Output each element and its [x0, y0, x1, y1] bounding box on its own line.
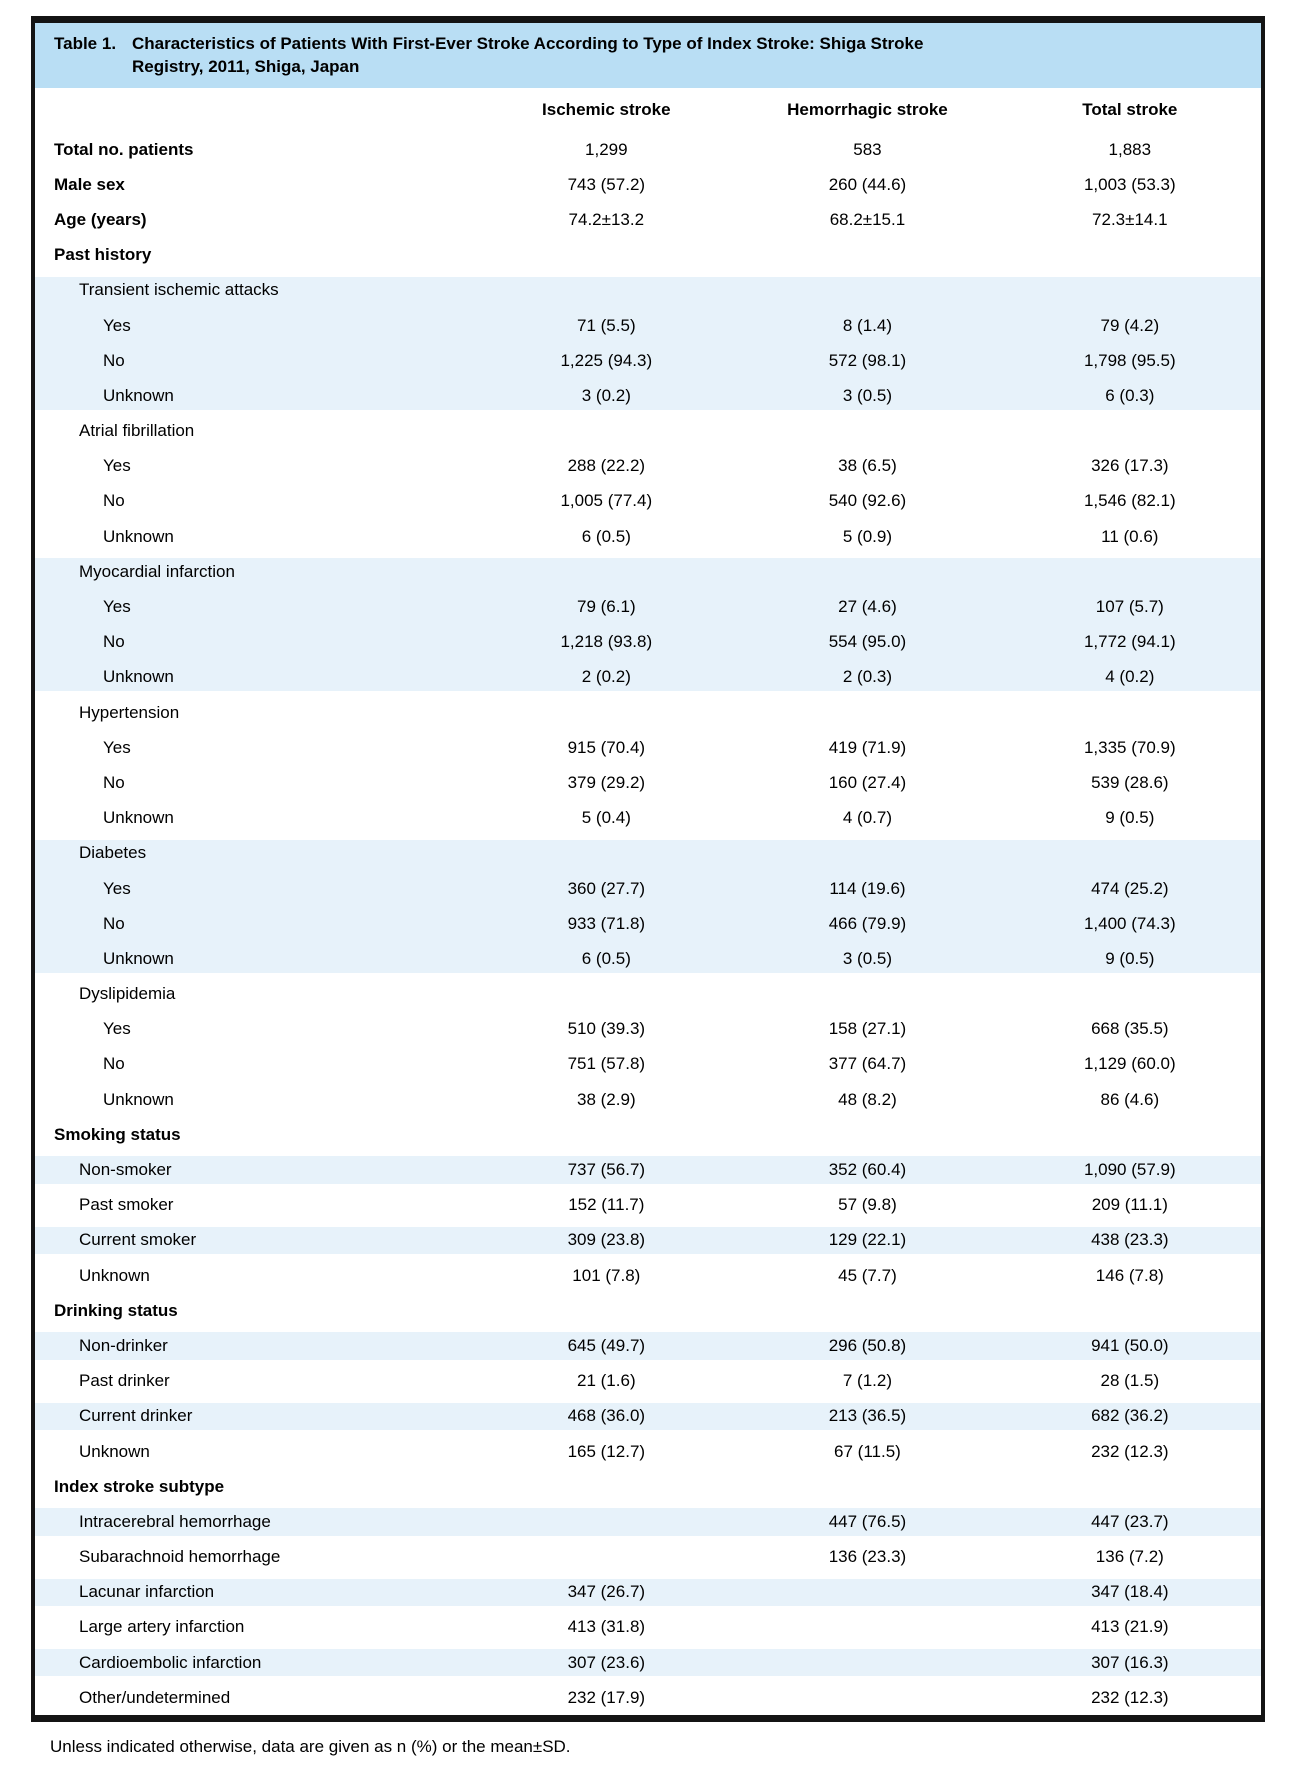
row-label: Transient ischemic attacks — [35, 273, 476, 308]
cell-ischemic: 751 (57.8) — [567, 1054, 646, 1074]
table-title-line2: Registry, 2011, Shiga, Japan — [132, 57, 360, 76]
cell-hemorrhagic: 48 (8.2) — [838, 1089, 897, 1109]
cell-total: 413 (21.9) — [1091, 1617, 1169, 1637]
cell-ischemic: 1,218 (93.8) — [476, 625, 736, 660]
cell-hemorrhagic: 67 (11.5) — [834, 1441, 901, 1461]
table-row — [35, 519, 1261, 554]
cell-hemorrhagic: 4 (0.7) — [842, 808, 893, 828]
row-label: Unknown — [79, 1265, 150, 1285]
cell-total: 11 (0.6) — [1101, 526, 1159, 546]
table-title — [132, 32, 923, 78]
cell-total — [999, 1293, 1261, 1328]
table-row — [35, 801, 1261, 836]
cell-ischemic: 1,005 (77.4) — [560, 491, 653, 511]
cell-total: 668 (35.5) — [1091, 1019, 1169, 1039]
table-row — [35, 1152, 1261, 1187]
row-label: Subarachnoid hemorrhage — [79, 1547, 281, 1567]
cell-hemorrhagic: 158 (27.1) — [828, 1019, 907, 1039]
cell-ischemic: 3 (0.2) — [476, 378, 736, 413]
cell-total: 447 (23.7) — [999, 1504, 1261, 1539]
table-body — [35, 132, 1261, 1715]
table-row — [35, 484, 1261, 519]
cell-ischemic: 2 (0.2) — [476, 660, 736, 695]
table-row — [35, 1610, 1261, 1645]
table-row — [35, 308, 1261, 343]
cell-hemorrhagic: 160 (27.4) — [828, 772, 907, 792]
cell-hemorrhagic: 27 (4.6) — [736, 589, 998, 624]
table-row — [35, 1047, 1261, 1082]
table-row — [35, 1012, 1261, 1047]
row-label: Intracerebral hemorrhage — [35, 1504, 476, 1539]
table-row — [35, 1504, 1261, 1539]
cell-hemorrhagic — [736, 554, 998, 589]
table-row — [35, 730, 1261, 765]
table-row — [35, 1188, 1261, 1223]
cell-total — [999, 238, 1261, 273]
table-number: Table 1. — [54, 34, 117, 53]
cell-total — [999, 273, 1261, 308]
table-row — [35, 414, 1261, 449]
row-label: Non-smoker — [35, 1152, 476, 1187]
cell-hemorrhagic: 114 (19.6) — [736, 871, 998, 906]
cell-total: 4 (0.2) — [999, 660, 1261, 695]
cell-total: 86 (4.6) — [1100, 1089, 1160, 1109]
cell-total: 136 (7.2) — [1095, 1547, 1164, 1567]
cell-total: 1,798 (95.5) — [999, 343, 1261, 378]
cell-ischemic: 1,299 — [585, 139, 628, 159]
table-row — [35, 660, 1261, 695]
row-label: Past smoker — [79, 1195, 174, 1215]
table-row — [35, 554, 1261, 589]
row-label: Yes — [103, 737, 131, 757]
row-label: Myocardial infarction — [35, 554, 476, 589]
column-header-hemorrhagic: Hemorrhagic stroke — [787, 100, 948, 119]
cell-total: 326 (17.3) — [1091, 456, 1169, 476]
table-row — [35, 132, 1261, 167]
cell-hemorrhagic — [736, 414, 998, 449]
row-label: Past drinker — [79, 1371, 170, 1391]
row-label: Cardioembolic infarction — [35, 1645, 476, 1680]
table-row — [35, 273, 1261, 308]
cell-ischemic — [476, 238, 736, 273]
table-row — [35, 238, 1261, 273]
table-row — [35, 1540, 1261, 1575]
cell-hemorrhagic: 583 — [853, 139, 882, 159]
table-row — [35, 977, 1261, 1012]
cell-total: 232 (12.3) — [1091, 1441, 1169, 1461]
cell-hemorrhagic — [736, 1117, 998, 1152]
row-label: Hypertension — [79, 702, 180, 722]
column-header-total: Total stroke — [1082, 100, 1178, 119]
cell-ischemic — [476, 1504, 736, 1539]
table-row — [35, 1645, 1261, 1680]
cell-hemorrhagic: 540 (92.6) — [828, 491, 907, 511]
table-row — [35, 1469, 1261, 1504]
row-label: No — [35, 625, 476, 660]
cell-total: 9 (0.5) — [999, 941, 1261, 976]
cell-total: 1,129 (60.0) — [1083, 1054, 1176, 1074]
cell-total — [999, 414, 1261, 449]
row-label: Age (years) — [54, 209, 147, 229]
column-header-ischemic: Ischemic stroke — [542, 100, 671, 119]
cell-ischemic: 347 (26.7) — [476, 1575, 736, 1610]
cell-hemorrhagic: 38 (6.5) — [838, 456, 897, 476]
cell-ischemic — [476, 1469, 736, 1504]
cell-hemorrhagic: 447 (76.5) — [736, 1504, 998, 1539]
cell-total: 539 (28.6) — [1091, 772, 1169, 792]
cell-ischemic: 309 (23.8) — [476, 1223, 736, 1258]
row-label: Yes — [103, 1019, 131, 1039]
cell-total — [999, 1469, 1261, 1504]
cell-ischemic: 1,225 (94.3) — [476, 343, 736, 378]
row-label: Yes — [35, 308, 476, 343]
table-footnote: Unless indicated otherwise, data are given as n (%) or the mean±SD. — [50, 1737, 571, 1756]
cell-total: 1,400 (74.3) — [999, 906, 1261, 941]
cell-ischemic: 21 (1.6) — [577, 1371, 636, 1391]
cell-hemorrhagic: 554 (95.0) — [736, 625, 998, 660]
cell-hemorrhagic — [736, 1645, 998, 1680]
cell-total: 9 (0.5) — [1105, 808, 1155, 828]
table-row — [35, 695, 1261, 730]
cell-total — [999, 554, 1261, 589]
table-row — [35, 625, 1261, 660]
cell-hemorrhagic: 3 (0.5) — [736, 378, 998, 413]
cell-ischemic — [476, 273, 736, 308]
cell-ischemic — [476, 1540, 736, 1575]
row-label: No — [103, 491, 125, 511]
cell-ischemic: 6 (0.5) — [476, 941, 736, 976]
table-row — [35, 906, 1261, 941]
cell-ischemic: 6 (0.5) — [581, 526, 631, 546]
cell-hemorrhagic: 3 (0.5) — [736, 941, 998, 976]
cell-hemorrhagic — [736, 977, 998, 1012]
row-label: Unknown — [35, 378, 476, 413]
cell-ischemic — [476, 695, 736, 730]
cell-hemorrhagic: 466 (79.9) — [736, 906, 998, 941]
row-label: Past history — [54, 245, 152, 265]
cell-hemorrhagic: 572 (98.1) — [736, 343, 998, 378]
cell-ischemic: 101 (7.8) — [572, 1265, 641, 1285]
row-label: Yes — [35, 589, 476, 624]
row-label: Total no. patients — [54, 139, 194, 159]
row-label: Drinking status — [54, 1300, 178, 1320]
row-label: Smoking status — [54, 1124, 181, 1144]
cell-hemorrhagic — [736, 273, 998, 308]
cell-total: 1,772 (94.1) — [999, 625, 1261, 660]
cell-hemorrhagic: 136 (23.3) — [828, 1547, 907, 1567]
cell-total: 941 (50.0) — [999, 1328, 1261, 1363]
row-label: Diabetes — [35, 836, 476, 871]
cell-total: 1,335 (70.9) — [1083, 737, 1176, 757]
table-row — [35, 589, 1261, 624]
row-label: No — [103, 772, 125, 792]
characteristics-table — [35, 88, 1261, 1715]
cell-hemorrhagic: 57 (9.8) — [838, 1195, 897, 1215]
table-row — [35, 1680, 1261, 1715]
cell-total: 682 (36.2) — [999, 1399, 1261, 1434]
row-label: Unknown — [103, 808, 174, 828]
cell-total — [999, 836, 1261, 871]
row-label: Unknown — [35, 660, 476, 695]
row-label: Atrial fibrillation — [79, 421, 195, 441]
cell-ischemic: 38 (2.9) — [577, 1089, 636, 1109]
table-row — [35, 1223, 1261, 1258]
cell-hemorrhagic: 7 (1.2) — [842, 1371, 893, 1391]
cell-total: 1,003 (53.3) — [1083, 174, 1176, 194]
cell-hemorrhagic: 213 (36.5) — [736, 1399, 998, 1434]
cell-hemorrhagic — [736, 695, 998, 730]
cell-total — [999, 1117, 1261, 1152]
row-label: Large artery infarction — [79, 1617, 245, 1637]
table-row — [35, 449, 1261, 484]
cell-total: 347 (18.4) — [999, 1575, 1261, 1610]
cell-hemorrhagic — [736, 1469, 998, 1504]
cell-ischemic: 288 (22.2) — [567, 456, 646, 476]
cell-ischemic: 413 (31.8) — [567, 1617, 646, 1637]
row-label: Male sex — [54, 174, 125, 194]
cell-ischemic: 468 (36.0) — [476, 1399, 736, 1434]
cell-total: 6 (0.3) — [999, 378, 1261, 413]
cell-ischemic: 165 (12.7) — [567, 1441, 646, 1461]
row-label: No — [35, 343, 476, 378]
row-label: Other/undetermined — [79, 1687, 231, 1707]
table-row — [35, 1293, 1261, 1328]
cell-ischemic: 510 (39.3) — [567, 1019, 646, 1039]
empty-header-cell — [35, 88, 476, 132]
cell-total: 307 (16.3) — [999, 1645, 1261, 1680]
cell-ischemic: 379 (29.2) — [567, 772, 646, 792]
cell-hemorrhagic: 5 (0.9) — [842, 526, 893, 546]
cell-total: 474 (25.2) — [999, 871, 1261, 906]
table-1-frame — [31, 16, 1265, 1722]
row-label: No — [103, 1054, 125, 1074]
cell-total — [999, 695, 1261, 730]
cell-hemorrhagic — [736, 1293, 998, 1328]
cell-hemorrhagic: 45 (7.7) — [838, 1265, 897, 1285]
cell-ischemic: 71 (5.5) — [476, 308, 736, 343]
cell-ischemic — [476, 1293, 736, 1328]
row-label: Yes — [103, 456, 131, 476]
table-row — [35, 1117, 1261, 1152]
table-row — [35, 941, 1261, 976]
cell-ischemic — [476, 554, 736, 589]
table-row — [35, 1575, 1261, 1610]
cell-hemorrhagic — [736, 1680, 998, 1715]
row-label: Unknown — [35, 941, 476, 976]
cell-total: 1,546 (82.1) — [1083, 491, 1176, 511]
table-row — [35, 378, 1261, 413]
table-row — [35, 1434, 1261, 1469]
cell-total: 107 (5.7) — [999, 589, 1261, 624]
cell-hemorrhagic — [736, 836, 998, 871]
cell-total: 209 (11.1) — [1091, 1195, 1168, 1215]
cell-ischemic: 152 (11.7) — [568, 1195, 645, 1215]
table-row — [35, 1399, 1261, 1434]
cell-ischemic: 79 (6.1) — [476, 589, 736, 624]
table-row — [35, 1328, 1261, 1363]
cell-total: 79 (4.2) — [999, 308, 1261, 343]
row-label: No — [35, 906, 476, 941]
row-label: Non-drinker — [35, 1328, 476, 1363]
table-row — [35, 871, 1261, 906]
cell-ischemic — [476, 414, 736, 449]
row-label: Unknown — [103, 526, 174, 546]
row-label: Yes — [35, 871, 476, 906]
table-row — [35, 836, 1261, 871]
cell-ischemic: 74.2±13.2 — [568, 209, 645, 229]
table-row — [35, 343, 1261, 378]
cell-ischemic: 915 (70.4) — [567, 737, 646, 757]
table-row — [35, 1082, 1261, 1117]
cell-total: 1,883 — [1108, 139, 1152, 159]
cell-ischemic: 933 (71.8) — [476, 906, 736, 941]
cell-total — [999, 977, 1261, 1012]
cell-hemorrhagic: 296 (50.8) — [736, 1328, 998, 1363]
table-row — [35, 1258, 1261, 1293]
row-label: Unknown — [103, 1089, 174, 1109]
row-label: Current drinker — [35, 1399, 476, 1434]
cell-hemorrhagic: 260 (44.6) — [828, 174, 907, 194]
row-label: Dyslipidemia — [79, 984, 176, 1004]
cell-ischemic — [476, 836, 736, 871]
cell-ischemic — [476, 977, 736, 1012]
cell-ischemic: 307 (23.6) — [476, 1645, 736, 1680]
row-label: Lacunar infarction — [35, 1575, 476, 1610]
cell-total: 1,090 (57.9) — [999, 1152, 1261, 1187]
table-row — [35, 202, 1261, 237]
cell-hemorrhagic — [736, 1610, 998, 1645]
table-title-line1: Characteristics of Patients With First-Ever Stroke According to Type of Index Stroke: Shiga Stroke — [132, 34, 924, 53]
cell-hemorrhagic: 377 (64.7) — [828, 1054, 907, 1074]
cell-hemorrhagic — [736, 238, 998, 273]
column-header-row — [35, 88, 1261, 132]
cell-total: 28 (1.5) — [1100, 1371, 1160, 1391]
cell-ischemic: 5 (0.4) — [581, 808, 631, 828]
cell-hemorrhagic: 419 (71.9) — [828, 737, 907, 757]
cell-hemorrhagic: 8 (1.4) — [736, 308, 998, 343]
cell-hemorrhagic: 68.2±15.1 — [829, 209, 906, 229]
cell-ischemic: 737 (56.7) — [476, 1152, 736, 1187]
cell-total: 438 (23.3) — [999, 1223, 1261, 1258]
cell-ischemic: 232 (17.9) — [567, 1687, 646, 1707]
cell-hemorrhagic — [736, 1575, 998, 1610]
cell-total: 146 (7.8) — [1095, 1265, 1164, 1285]
cell-ischemic: 645 (49.7) — [476, 1328, 736, 1363]
cell-total: 72.3±14.1 — [1092, 209, 1168, 229]
table-caption — [35, 23, 1261, 88]
cell-ischemic — [476, 1117, 736, 1152]
cell-hemorrhagic: 2 (0.3) — [736, 660, 998, 695]
table-row — [35, 765, 1261, 800]
row-label: Index stroke subtype — [54, 1476, 225, 1496]
cell-hemorrhagic: 352 (60.4) — [736, 1152, 998, 1187]
cell-ischemic: 743 (57.2) — [567, 174, 646, 194]
cell-total: 232 (12.3) — [1091, 1687, 1169, 1707]
cell-ischemic: 360 (27.7) — [476, 871, 736, 906]
row-label: Unknown — [79, 1441, 150, 1461]
row-label: Current smoker — [35, 1223, 476, 1258]
cell-hemorrhagic: 129 (22.1) — [736, 1223, 998, 1258]
table-row — [35, 1364, 1261, 1399]
table-row — [35, 167, 1261, 202]
